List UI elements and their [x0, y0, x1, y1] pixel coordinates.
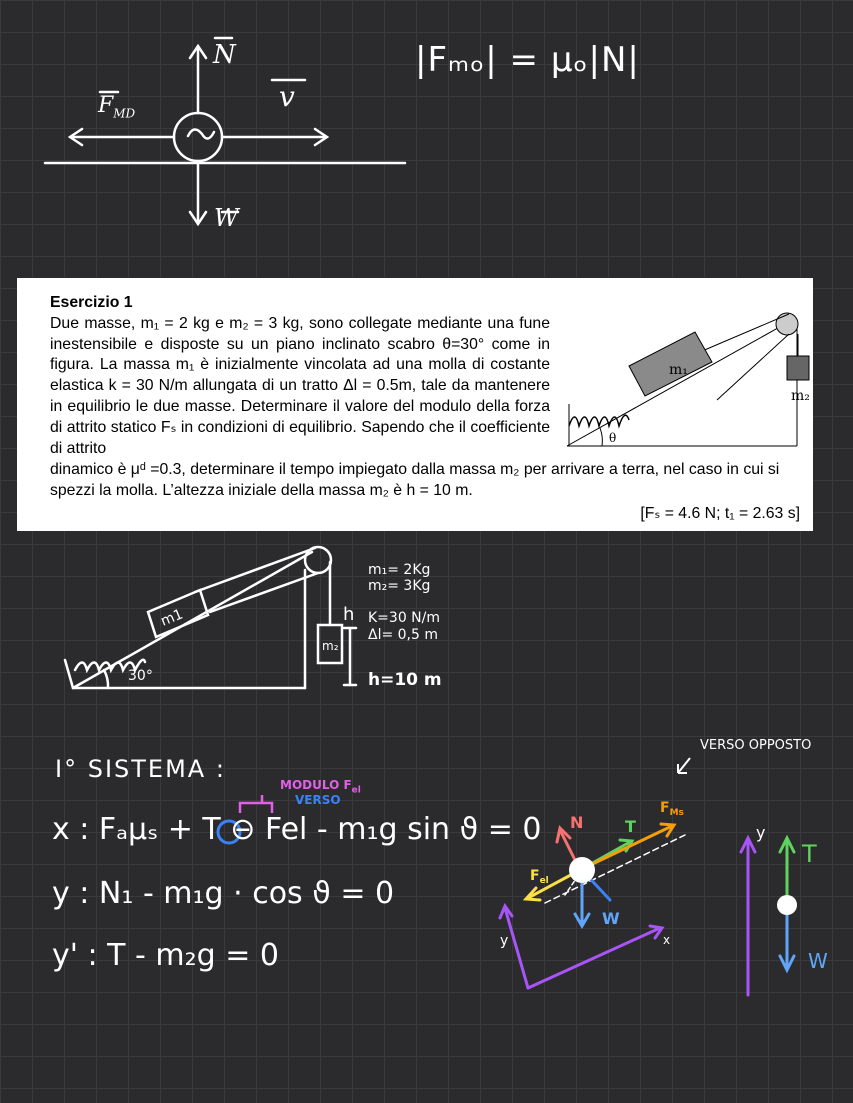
equation-x: x : Fₐμₛ + T ⊖ Fel - m₁g sin ϑ = 0 [52, 812, 542, 847]
friction-force-label: $F_{MD}$ [98, 93, 136, 121]
given-k: K=30 N/m [368, 610, 441, 626]
normal-force-label: N [213, 40, 236, 70]
figure-theta-label: θ [609, 431, 617, 445]
given-dl: Δl= 0,5 m [368, 627, 438, 643]
friction-formula: |Fₘₒ| = μₒ|N| [415, 40, 640, 80]
velocity-label: v [279, 80, 295, 113]
diagram-t-label: T [625, 817, 636, 836]
diagram-n-label: N [570, 813, 584, 832]
figure-m1-label: m₁ [669, 362, 688, 378]
force-diagram [490, 750, 853, 1010]
exercise-body-tail: dinamico è μᵈ =0.3, determinare il tempo impiegato dalla massa m₂ per arrivare a terra, nel caso in cui si spezzi la molla. L’altezza iniziale della massa m₂ è h = 10 m. [50, 461, 780, 499]
exercise-title: Esercizio 1 [50, 294, 133, 311]
system-title: I° SISTEMA : [55, 755, 226, 783]
equation-y: y : N₁ - m₁g · cos ϑ = 0 [52, 876, 395, 911]
given-height: h=10 m [368, 670, 442, 690]
diagram-w-label: W [602, 909, 620, 928]
exercise-box [17, 278, 813, 531]
modulo-note: MODULO $F_{el}$ [280, 778, 361, 796]
equation-y-prime: y' : T - m₂g = 0 [52, 938, 279, 973]
given-m1: m₁= 2Kg [368, 562, 431, 578]
diagram-w2-label: W [808, 949, 828, 973]
weight-label: W [214, 204, 239, 232]
diagram-t2-label: T [802, 840, 817, 868]
sketch-m2-label: m₂ [322, 639, 339, 653]
given-m2: m₂= 3Kg [368, 578, 431, 594]
diagram-fel-label: $F_{el}$ [530, 868, 549, 886]
diagram-x-axis-label: x [663, 933, 671, 947]
verso-note: VERSO [295, 793, 341, 807]
exercise-body: Due masse, m₁ = 2 kg e m₂ = 3 kg, sono collegate mediante una fune inestensibile e disposte su un piano inclinato scabro θ=30° come in figura. La massa m₁ è inizialmente vincolata ad una molla di costante elastica k = 30 N/m allungata di un tratto Δl = 0.5m, tale da mantenere in equilibrio le due masse. Determinare il valore del modulo della forza di attrito statico Fₛ in condizioni di equilibrio. Sapendo che il coefficiente di attrito [50, 314, 550, 457]
figure-m2-label: m₂ [791, 388, 810, 404]
sketch-m1-label: m1 [158, 606, 186, 630]
diagram-fms-label: $F_{Ms}$ [660, 800, 684, 818]
inclined-plane-figure [557, 296, 810, 456]
exercise-text [50, 293, 550, 459]
exercise-answer: [Fₛ = 4.6 N; t₁ = 2.63 s] [640, 505, 800, 522]
diagram-y2-axis-label: y [756, 823, 766, 842]
sketch-angle-label: 30° [128, 668, 153, 684]
sketch-h-label: h [343, 604, 355, 625]
diagram-y-axis-label: y [500, 933, 509, 949]
opposite-direction-note: VERSO OPPOSTO [700, 738, 812, 753]
